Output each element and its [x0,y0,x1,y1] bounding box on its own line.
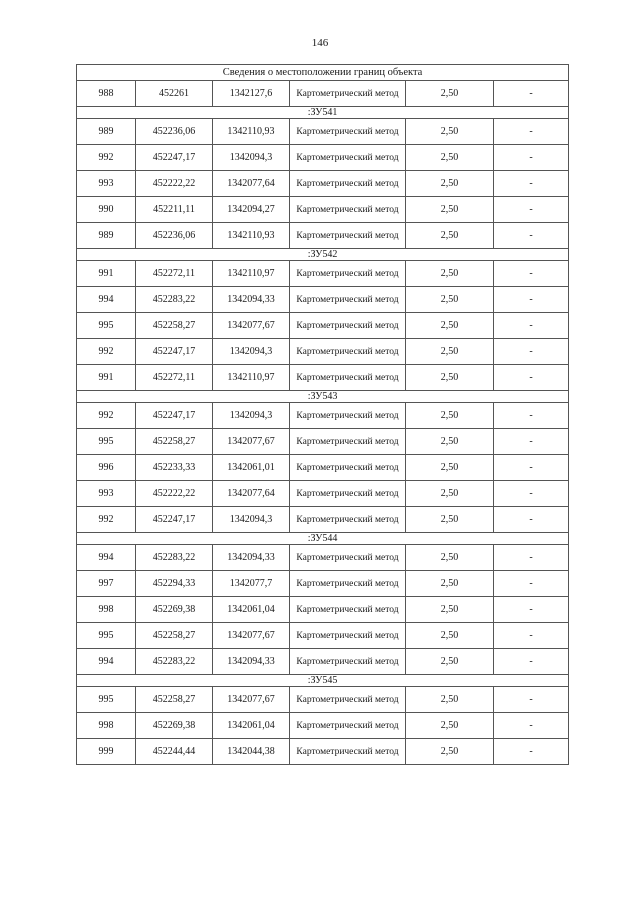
description-cell: - [494,261,569,287]
precision-cell: 2,50 [406,429,494,455]
table-row [77,313,569,339]
table-row [77,339,569,365]
table-row [77,145,569,171]
precision-cell: 2,50 [406,571,494,597]
description-cell: - [494,481,569,507]
y-coordinate-cell: 1342094,3 [213,403,290,429]
y-coordinate-cell: 1342094,33 [213,649,290,675]
x-coordinate-cell: 452222,22 [136,171,213,197]
description-cell: - [494,455,569,481]
method-cell: Картометрический метод [290,365,406,391]
description-cell: - [494,287,569,313]
point-number-cell: 997 [77,571,136,597]
table-row [77,713,569,739]
method-cell: Картометрический метод [290,481,406,507]
y-coordinate-cell: 1342110,97 [213,365,290,391]
table-row [77,365,569,391]
description-cell: - [494,365,569,391]
y-coordinate-cell: 1342077,7 [213,571,290,597]
precision-cell: 2,50 [406,261,494,287]
description-cell: - [494,649,569,675]
point-number-cell: 995 [77,687,136,713]
x-coordinate-cell: 452269,38 [136,713,213,739]
x-coordinate-cell: 452283,22 [136,287,213,313]
point-number-cell: 994 [77,287,136,313]
table-header-row [77,65,569,81]
x-coordinate-cell: 452247,17 [136,403,213,429]
y-coordinate-cell: 1342077,67 [213,623,290,649]
description-cell: - [494,507,569,533]
x-coordinate-cell: 452247,17 [136,339,213,365]
precision-cell: 2,50 [406,623,494,649]
description-cell: - [494,687,569,713]
precision-cell: 2,50 [406,339,494,365]
precision-cell: 2,50 [406,313,494,339]
point-number-cell: 991 [77,365,136,391]
method-cell: Картометрический метод [290,81,406,107]
point-number-cell: 998 [77,597,136,623]
point-number-cell: 988 [77,81,136,107]
precision-cell: 2,50 [406,365,494,391]
precision-cell: 2,50 [406,403,494,429]
method-cell: Картометрический метод [290,649,406,675]
table-row [77,597,569,623]
y-coordinate-cell: 1342094,3 [213,145,290,171]
section-header-row [77,675,569,687]
section-label: :ЗУ545 [77,675,569,687]
point-number-cell: 995 [77,623,136,649]
table-row [77,81,569,107]
precision-cell: 2,50 [406,455,494,481]
x-coordinate-cell: 452233,33 [136,455,213,481]
y-coordinate-cell: 1342094,33 [213,545,290,571]
point-number-cell: 992 [77,145,136,171]
method-cell: Картометрический метод [290,403,406,429]
point-number-cell: 995 [77,429,136,455]
description-cell: - [494,223,569,249]
precision-cell: 2,50 [406,739,494,765]
x-coordinate-cell: 452236,06 [136,119,213,145]
boundary-coordinates-table [76,64,569,765]
description-cell: - [494,403,569,429]
table-row [77,571,569,597]
table-row [77,545,569,571]
description-cell: - [494,197,569,223]
x-coordinate-cell: 452258,27 [136,687,213,713]
table-row [77,261,569,287]
table-row [77,403,569,429]
method-cell: Картометрический метод [290,455,406,481]
y-coordinate-cell: 1342094,27 [213,197,290,223]
method-cell: Картометрический метод [290,623,406,649]
x-coordinate-cell: 452247,17 [136,507,213,533]
method-cell: Картометрический метод [290,119,406,145]
y-coordinate-cell: 1342077,67 [213,313,290,339]
method-cell: Картометрический метод [290,261,406,287]
page-number: 146 [311,37,329,49]
y-coordinate-cell: 1342094,3 [213,339,290,365]
section-header-row [77,107,569,119]
point-number-cell: 992 [77,507,136,533]
description-cell: - [494,597,569,623]
description-cell: - [494,571,569,597]
method-cell: Картометрический метод [290,713,406,739]
method-cell: Картометрический метод [290,597,406,623]
table-row [77,687,569,713]
method-cell: Картометрический метод [290,313,406,339]
description-cell: - [494,429,569,455]
point-number-cell: 993 [77,171,136,197]
precision-cell: 2,50 [406,171,494,197]
point-number-cell: 991 [77,261,136,287]
description-cell: - [494,713,569,739]
precision-cell: 2,50 [406,713,494,739]
y-coordinate-cell: 1342094,3 [213,507,290,533]
x-coordinate-cell: 452283,22 [136,545,213,571]
point-number-cell: 996 [77,455,136,481]
precision-cell: 2,50 [406,481,494,507]
method-cell: Картометрический метод [290,429,406,455]
description-cell: - [494,739,569,765]
x-coordinate-cell: 452244,44 [136,739,213,765]
method-cell: Картометрический метод [290,145,406,171]
section-label: :ЗУ542 [77,249,569,261]
precision-cell: 2,50 [406,687,494,713]
x-coordinate-cell: 452222,22 [136,481,213,507]
point-number-cell: 994 [77,649,136,675]
description-cell: - [494,81,569,107]
point-number-cell: 992 [77,403,136,429]
y-coordinate-cell: 1342077,67 [213,687,290,713]
y-coordinate-cell: 1342077,64 [213,481,290,507]
x-coordinate-cell: 452294,33 [136,571,213,597]
y-coordinate-cell: 1342061,01 [213,455,290,481]
table-row [77,287,569,313]
section-header-row [77,391,569,403]
y-coordinate-cell: 1342077,64 [213,171,290,197]
method-cell: Картометрический метод [290,571,406,597]
description-cell: - [494,313,569,339]
table-row [77,119,569,145]
section-label: :ЗУ544 [77,533,569,545]
x-coordinate-cell: 452272,11 [136,261,213,287]
table-row [77,623,569,649]
y-coordinate-cell: 1342127,6 [213,81,290,107]
section-label: :ЗУ543 [77,391,569,403]
table-row [77,223,569,249]
x-coordinate-cell: 452247,17 [136,145,213,171]
y-coordinate-cell: 1342094,33 [213,287,290,313]
point-number-cell: 998 [77,713,136,739]
description-cell: - [494,545,569,571]
table-row [77,171,569,197]
precision-cell: 2,50 [406,649,494,675]
method-cell: Картометрический метод [290,197,406,223]
x-coordinate-cell: 452283,22 [136,649,213,675]
point-number-cell: 990 [77,197,136,223]
table-row [77,649,569,675]
method-cell: Картометрический метод [290,739,406,765]
precision-cell: 2,50 [406,507,494,533]
method-cell: Картометрический метод [290,545,406,571]
description-cell: - [494,339,569,365]
description-cell: - [494,145,569,171]
section-label: :ЗУ541 [77,107,569,119]
description-cell: - [494,119,569,145]
precision-cell: 2,50 [406,545,494,571]
section-header-row [77,533,569,545]
precision-cell: 2,50 [406,223,494,249]
x-coordinate-cell: 452272,11 [136,365,213,391]
point-number-cell: 993 [77,481,136,507]
table-header: Сведения о местоположении границ объекта [77,65,569,81]
table-row [77,455,569,481]
x-coordinate-cell: 452258,27 [136,429,213,455]
method-cell: Картометрический метод [290,507,406,533]
table-row [77,481,569,507]
x-coordinate-cell: 452261 [136,81,213,107]
method-cell: Картометрический метод [290,287,406,313]
table-row [77,507,569,533]
table-row [77,429,569,455]
point-number-cell: 989 [77,119,136,145]
method-cell: Картометрический метод [290,171,406,197]
precision-cell: 2,50 [406,119,494,145]
x-coordinate-cell: 452236,06 [136,223,213,249]
x-coordinate-cell: 452211,11 [136,197,213,223]
description-cell: - [494,623,569,649]
x-coordinate-cell: 452258,27 [136,623,213,649]
precision-cell: 2,50 [406,287,494,313]
method-cell: Картометрический метод [290,223,406,249]
y-coordinate-cell: 1342044,38 [213,739,290,765]
y-coordinate-cell: 1342110,97 [213,261,290,287]
point-number-cell: 994 [77,545,136,571]
precision-cell: 2,50 [406,81,494,107]
y-coordinate-cell: 1342061,04 [213,597,290,623]
section-header-row [77,249,569,261]
method-cell: Картометрический метод [290,687,406,713]
point-number-cell: 992 [77,339,136,365]
y-coordinate-cell: 1342077,67 [213,429,290,455]
y-coordinate-cell: 1342110,93 [213,119,290,145]
table-row [77,739,569,765]
point-number-cell: 995 [77,313,136,339]
method-cell: Картометрический метод [290,339,406,365]
table-row [77,197,569,223]
x-coordinate-cell: 452258,27 [136,313,213,339]
precision-cell: 2,50 [406,197,494,223]
point-number-cell: 989 [77,223,136,249]
precision-cell: 2,50 [406,145,494,171]
point-number-cell: 999 [77,739,136,765]
x-coordinate-cell: 452269,38 [136,597,213,623]
precision-cell: 2,50 [406,597,494,623]
y-coordinate-cell: 1342110,93 [213,223,290,249]
description-cell: - [494,171,569,197]
y-coordinate-cell: 1342061,04 [213,713,290,739]
